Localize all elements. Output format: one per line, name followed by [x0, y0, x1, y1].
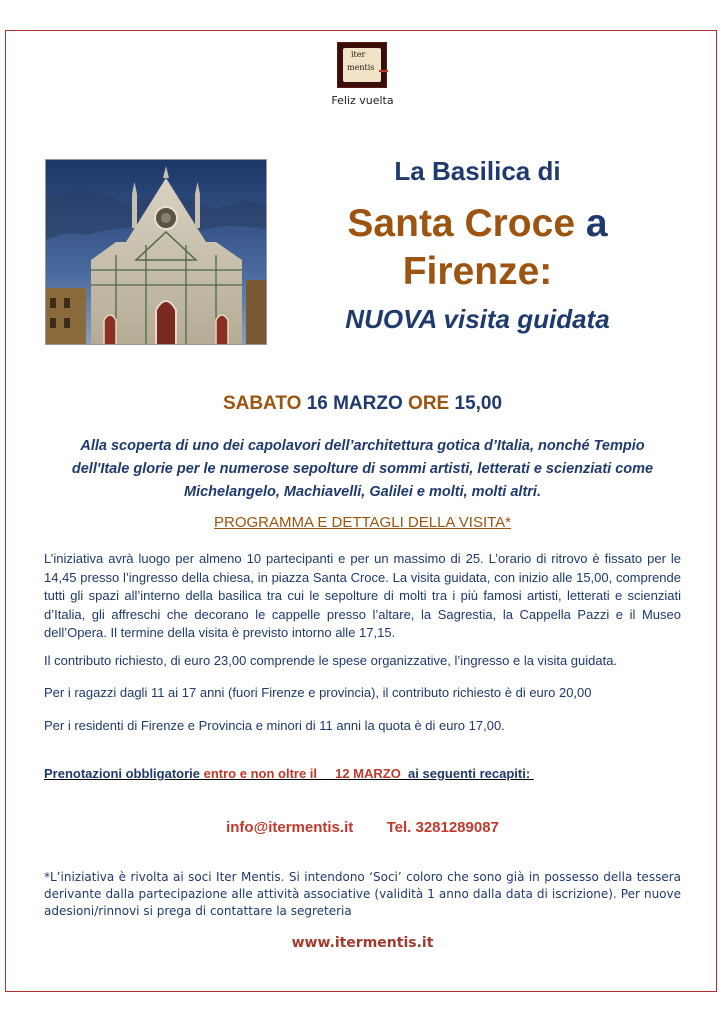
website-link[interactable]: www.itermentis.it — [291, 935, 434, 951]
date-day: 16 MARZO — [306, 393, 403, 414]
membership-note: *L’iniziativa è rivolta ai soci Iter Mentis. Si intendono ‘Soci’ coloro che sono già in possesso della tessera derivante dalla partecipazione alle attività associative (validità 1 anno dalla data di iscrizione). Per nuove adesioni/rinnovi si prega di contattare la segreteria — [44, 870, 681, 918]
logo-text-mentis: mentis — [347, 63, 375, 72]
title-santa-croce: Santa Croce — [347, 202, 576, 245]
title-line1: La Basilica di — [394, 156, 561, 186]
prenotazioni-line — [44, 766, 534, 781]
paragraph-contributo: Il contributo richiesto, di euro 23,00 comprende le spese organizzative, l’ingresso e la visita guidata. — [44, 653, 618, 668]
programma-heading: PROGRAMMA E DETTAGLI DELLA VISITA* — [213, 514, 512, 531]
tagline: Feliz vuelta — [331, 94, 394, 107]
contact-email[interactable]: info@itermentis.it — [226, 819, 354, 836]
contacts — [0, 819, 725, 836]
subtitle-visita: NUOVA visita guidata — [345, 304, 610, 334]
contact-phone[interactable]: Tel. 3281289087 — [386, 819, 499, 836]
paragraph-ragazzi: Per i ragazzi dagli 11 ai 17 anni (fuori Firenze e provincia), il contributo richiesto è di euro 20,00 — [44, 685, 592, 700]
title-a: a — [585, 202, 608, 245]
date-sabato: SABATO — [222, 393, 302, 414]
paragraph-residenti: Per i residenti di Firenze e Provincia e minori di 11 anni la quota è di euro 17,00. — [44, 718, 505, 733]
iter-mentis-logo — [337, 42, 387, 88]
prenotazioni-label: Prenotazioni obbligatorie — [44, 766, 201, 781]
title-firenze: Firenze: — [402, 250, 553, 293]
title-main — [300, 200, 655, 296]
prenotazioni-deadline-text: entro e non oltre il — [200, 766, 336, 781]
date-time: 15,00 — [454, 393, 503, 414]
logo-text-iter: iter — [351, 50, 366, 59]
date-ore: ORE — [408, 393, 450, 414]
prenotazioni-recapiti: ai seguenti recapiti: — [400, 766, 534, 781]
intro-text: Alla scoperta di uno dei capolavori dell’architettura gotica d’Italia, nonché Tempio dell'Itale glorie per le numerose sepolture di sommi artisti, letterati e scienziati come Michelangelo, Machiavelli, Galilei e molti, molti altri. — [71, 438, 654, 500]
basilica-photo — [45, 159, 267, 345]
paragraph-details: L’iniziativa avrà luogo per almeno 10 partecipanti e per un massimo di 25. L’orario di ritrovo è fissato per le 14,45 presso l’ingresso della chiesa, in piazza Santa Croce. La visita guidata, con inizio alle 15,00, comprende tutti gli spazi all’interno della basilica tra cui le sepolture di molti tra i più famosi artisti, letterati e scienziati d’Italia, gli affreschi che decorano le cappelle presso l’altare, la Sagrestia, la Cappella Pazzi e il Museo dell’Opera. Il termine della visita è previsto intorno alle 17,15. — [44, 551, 681, 640]
prenotazioni-date: 12 MARZO — [335, 766, 401, 781]
event-date — [0, 393, 725, 415]
